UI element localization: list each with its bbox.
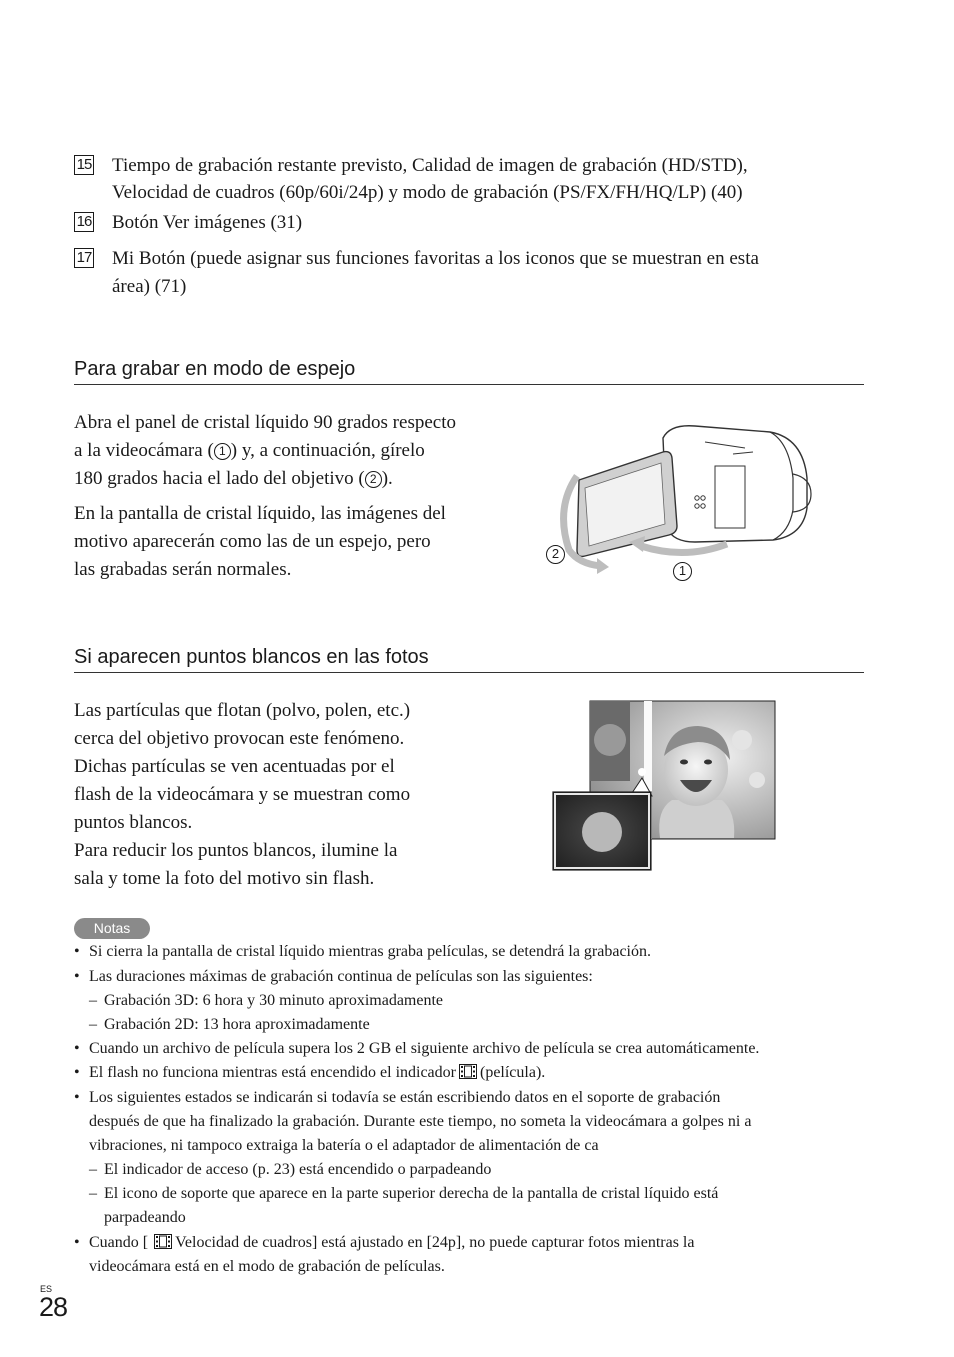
paragraph-line: motivo aparecerán como las de un espejo, pero [74, 531, 431, 552]
section-heading-mirror: Para grabar en modo de espejo [74, 356, 864, 385]
paragraph-line: sala y tome la foto del motivo sin flash. [74, 868, 375, 889]
note-text: El flash no funciona mientras está encendido el indicador (película). [89, 1064, 546, 1081]
step-2-marker: 2 [365, 471, 382, 488]
figure-label-2: 2 [546, 545, 565, 564]
note-text: después de que ha finalizado la grabación. Durante este tiempo, no someta la videocámara a golpes ni a [89, 1113, 752, 1130]
film-icon [154, 1234, 172, 1249]
bullet: • [74, 968, 80, 985]
item-number-badge: 16 [74, 212, 94, 232]
note-text: Cuando un archivo de película supera los 2 GB el siguiente archivo de película se crea automáticamente. [89, 1040, 760, 1057]
note-text: Si cierra la pantalla de cristal líquido mientras graba películas, se detendrá la grabación. [89, 943, 651, 960]
note-text: Las duraciones máximas de grabación continua de películas son las siguientes: [89, 968, 593, 985]
item-text: área) (71) [112, 276, 187, 297]
page-language: ES [40, 1284, 53, 1294]
bullet: • [74, 943, 80, 960]
notes-badge: Notas [74, 918, 150, 939]
white-spots-photo [552, 700, 778, 872]
section-heading-white-spots: Si aparecen puntos blancos en las fotos [74, 644, 864, 673]
film-icon [459, 1064, 477, 1079]
paragraph-line: las grabadas serán normales. [74, 559, 292, 580]
bullet: • [74, 1089, 80, 1106]
paragraph-line: En la pantalla de cristal líquido, las imágenes del [74, 503, 446, 524]
item-text: Velocidad de cuadros (60p/60i/24p) y modo de grabación (PS/FX/FH/HQ/LP) (40) [112, 182, 743, 203]
note-text: vibraciones, ni tampoco extraiga la batería o el adaptador de alimentación de ca [89, 1137, 599, 1154]
bullet: • [74, 1234, 80, 1251]
item-text: Tiempo de grabación restante previsto, Calidad de imagen de grabación (HD/STD), [112, 155, 748, 176]
item-number-badge: 17 [74, 248, 94, 268]
item-number-badge: 15 [74, 155, 94, 175]
note-text: Los siguientes estados se indicarán si todavía se están escribiendo datos en el soporte de grabación [89, 1089, 721, 1106]
paragraph-line: 180 grados hacia el lado del objetivo ( 2 ). [74, 468, 393, 489]
figure-label-1: 1 [673, 562, 692, 581]
step-1-marker: 1 [214, 443, 231, 460]
paragraph-line: Abra el panel de cristal líquido 90 grados respecto [74, 412, 456, 433]
bullet: • [74, 1040, 80, 1057]
paragraph-line: a la videocámara ( 1 ) y, a continuación, gírelo [74, 440, 425, 461]
item-text: Mi Botón (puede asignar sus funciones favoritas a los iconos que se muestran en esta [112, 248, 759, 269]
item-text: Botón Ver imágenes (31) [112, 212, 303, 233]
paragraph-line: cerca del objetivo provocan este fenómeno. [74, 728, 405, 749]
paragraph-line: Las partículas que flotan (polvo, polen, etc.) [74, 700, 411, 721]
paragraph-line: flash de la videocámara y se muestran como [74, 784, 411, 805]
paragraph-line: Dichas partículas se ven acentuadas por el [74, 756, 395, 777]
note-text: videocámara está en el modo de grabación de películas. [89, 1258, 445, 1275]
paragraph-line: Para reducir los puntos blancos, ilumine la [74, 840, 398, 861]
bullet: • [74, 1064, 80, 1081]
page-number: 28 [39, 1292, 68, 1322]
paragraph-line: puntos blancos. [74, 812, 193, 833]
note-text: Cuando [ Velocidad de cuadros] está ajustado en [24p], no puede capturar fotos mientras la [89, 1234, 695, 1251]
